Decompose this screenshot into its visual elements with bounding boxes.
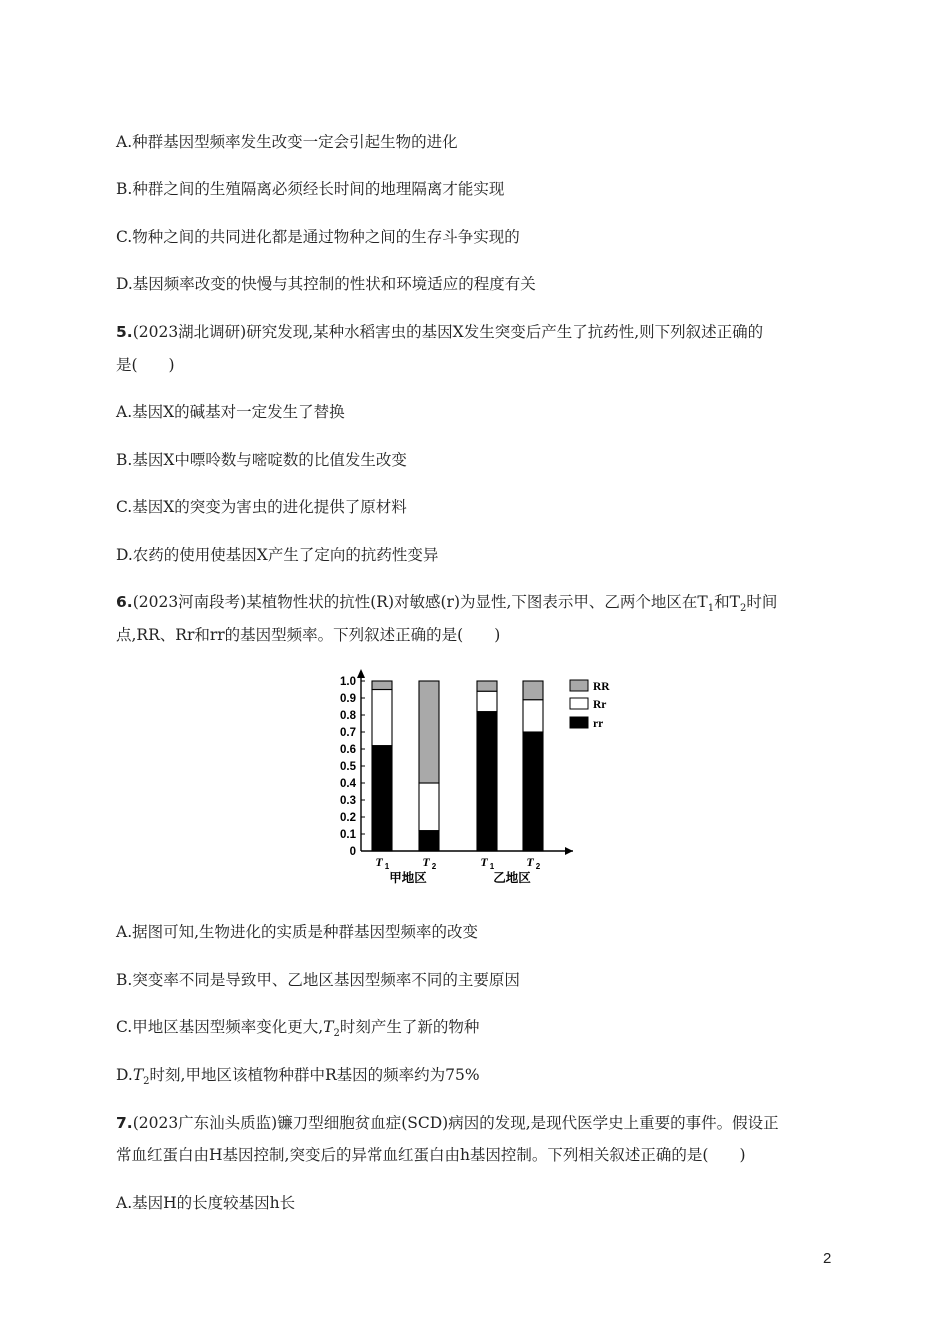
x-axis-arrow [565, 847, 573, 855]
bar-segment-rr [477, 681, 497, 691]
y-tick-label: 0.3 [340, 795, 356, 807]
q6-option-d-sub: 2 [143, 1076, 150, 1088]
q4-option-a: A.种群基因型频率发生改变一定会引起生物的进化 [116, 133, 458, 151]
x-tick-label-sub: 1 [384, 862, 390, 871]
legend-swatch-rr [570, 717, 588, 728]
q6-option-a: A.据图可知,生物进化的实质是种群基因型频率的改变 [116, 923, 479, 941]
q6-option-c-text-a: C.甲地区基因型频率变化更大, [116, 1018, 324, 1036]
legend-label: Rr [593, 699, 607, 711]
y-tick-label: 0.7 [340, 727, 356, 739]
y-tick-label: 0.1 [340, 829, 356, 841]
y-tick-label: 0.4 [340, 778, 356, 790]
bar-segment-rr [419, 831, 439, 851]
legend-label: RR [593, 681, 610, 693]
legend-label: rr [593, 718, 604, 730]
q6-stem-text-a: (2023河南段考)某植物性状的抗性(R)对敏感(r)为显性,下图表示甲、乙两个地区在T [132, 593, 708, 611]
y-tick-label: 0.8 [340, 710, 356, 722]
y-tick-label: 0.9 [340, 693, 356, 705]
q4-option-d: D.基因频率改变的快慢与其控制的性状和环境适应的程度有关 [116, 275, 536, 293]
q6-stem-text-c: 时间 [746, 593, 778, 611]
y-tick-label: 1.0 [340, 676, 356, 688]
q7-stem-line1 [116, 1113, 779, 1133]
bar-segment-rr [419, 783, 439, 831]
x-tick-label: T [375, 855, 383, 869]
q4-option-c: C.物种之间的共同进化都是通过物种之间的生存斗争实现的 [116, 228, 520, 246]
q5-stem-line2: 是( ) [116, 356, 175, 374]
q6-option-b: B.突变率不同是导致甲、乙地区基因型频率不同的主要原因 [116, 971, 520, 989]
y-tick-label: 0 [349, 846, 356, 858]
q6-sub1: 1 [707, 603, 715, 615]
page-number: 2 [823, 1250, 832, 1267]
y-axis-arrow [357, 669, 365, 678]
q5-option-c: C.基因X的突变为害虫的进化提供了原材料 [116, 498, 407, 516]
group-label: 乙地区 [493, 870, 531, 885]
bar-segment-rr [477, 712, 497, 851]
bar-segment-rr [372, 690, 392, 746]
legend-swatch-rr [570, 698, 588, 709]
q6-option-d-text-b: 时刻,甲地区该植物种群中R基因的频率约为75% [149, 1066, 480, 1084]
q5-number: 5. [116, 323, 133, 341]
q6-option-c-text-b: 时刻产生了新的物种 [339, 1018, 480, 1036]
genotype-frequency-chart [328, 664, 618, 890]
q5-stem-line1 [116, 322, 763, 342]
bar-segment-rr [372, 746, 392, 851]
y-tick-label: 0.6 [340, 744, 356, 756]
q6-stem-text-b: 和T [714, 593, 740, 611]
q7-number: 7. [116, 1114, 133, 1132]
q6-option-c-t: T [323, 1018, 334, 1036]
q5-option-a: A.基因X的碱基对一定发生了替换 [116, 403, 345, 421]
y-tick-label: 0.5 [340, 761, 356, 773]
q5-stem-text: (2023湖北调研)研究发现,某种水稻害虫的基因X发生突变后产生了抗药性,则下列叙述正确的 [132, 323, 764, 341]
q7-option-a: A.基因H的长度较基因h长 [116, 1194, 296, 1212]
q6-option-c-sub: 2 [333, 1028, 340, 1040]
bar-segment-rr [419, 681, 439, 783]
q4-option-b: B.种群之间的生殖隔离必须经长时间的地理隔离才能实现 [116, 180, 505, 198]
bar-segment-rr [477, 691, 497, 711]
q5-option-d: D.农药的使用使基因X产生了定向的抗药性变异 [116, 546, 439, 564]
bar-segment-rr [523, 700, 543, 732]
legend-swatch-rr [570, 680, 588, 691]
q6-number: 6. [116, 593, 133, 611]
x-tick-label-sub: 1 [489, 862, 495, 871]
x-tick-label: T [480, 855, 488, 869]
bar-segment-rr [523, 732, 543, 851]
q6-stem-line1 [116, 592, 777, 619]
x-tick-label-sub: 2 [431, 862, 437, 871]
q6-stem-line2: 点,RR、Rr和rr的基因型频率。下列叙述正确的是( ) [116, 626, 501, 644]
x-tick-label: T [526, 855, 534, 869]
x-tick-label-sub: 2 [535, 862, 541, 871]
q6-option-d-t: T [132, 1066, 144, 1084]
q6-option-c [116, 1017, 479, 1044]
group-label: 甲地区 [389, 870, 427, 885]
bar-segment-rr [372, 681, 392, 690]
q7-stem-line2: 常血红蛋白由H基因控制,突变后的异常血红蛋白由h基因控制。下列相关叙述正确的是( ) [116, 1146, 746, 1164]
q6-option-d-text-a: D. [116, 1066, 133, 1084]
bar-segment-rr [523, 681, 543, 700]
q6-option-d [116, 1065, 480, 1092]
y-tick-label: 0.2 [340, 812, 356, 824]
q5-option-b: B.基因X中嘌呤数与嘧啶数的比值发生改变 [116, 451, 407, 469]
q6-sub2: 2 [739, 603, 747, 615]
x-tick-label: T [422, 855, 430, 869]
q7-stem-text: (2023广东汕头质监)镰刀型细胞贫血症(SCD)病因的发现,是现代医学史上重要的事件。假设正 [132, 1114, 779, 1132]
